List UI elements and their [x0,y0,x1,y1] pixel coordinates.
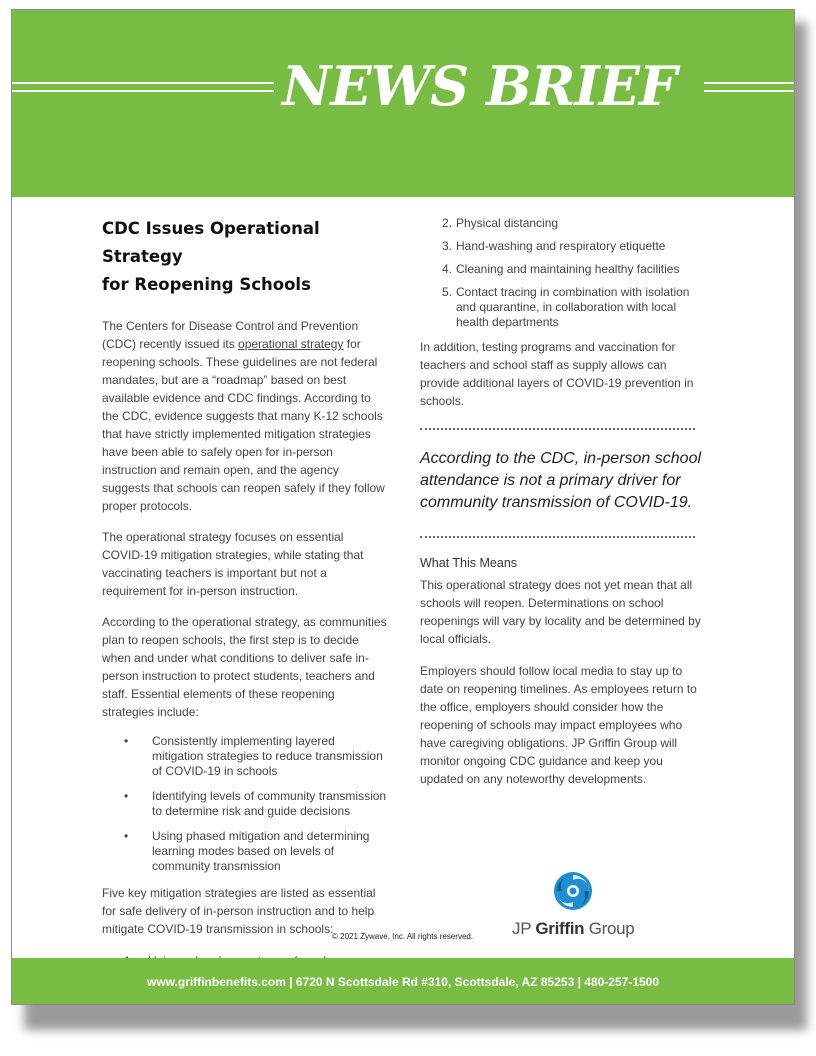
list-item: • Using phased mitigation and determining learning modes based on levels of community transmission [122,829,387,874]
list-item: 5. Contact tracing in combination with isolation and quarantine, in collaboration with local health departments [442,285,690,329]
list-item: • Identifying levels of community transmission to determine risk and guide decisions [122,789,387,819]
key-strategies-paragraph: Five key mitigation strategies are listed as essential for safe delivery of in-person instruction and to help mitigate COVID-19 transmission in schools: [102,886,376,936]
jp-griffin-logo [512,870,642,940]
testing-paragraph: In addition, testing programs and vaccination for teachers and school staff as supply allows can provide additional layers of COVID-19 prevention in schools. [420,340,694,408]
article-headline: CDC Issues Operational Strategy for Reopening Schools [102,219,320,294]
pull-quote: According to the CDC, in-person school attendance is not a primary driver for community transmission of COVID-19. [420,450,702,511]
left-column [102,215,387,969]
intro-paragraph: The Centers for Disease Control and Prevention (CDC) recently issued its operational strategy for reopening schools. These guidelines are not federal mandates, but are a “roadmap” based on best available evidence and CDC findings. According to the CDC, evidence suggests that many K-12 schools that have strictly implemented mitigation strategies have been able to safely open for in-person instruction and remain open, and the agency suggests that schools can reopen safely if they follow proper protocols. [102,319,385,513]
essential-elements-list [122,734,387,874]
contact-footer [12,958,794,1005]
dotted-divider [420,428,695,430]
list-item: 2. Physical distancing [442,216,559,230]
swirl-logo-icon [552,870,594,912]
document-page [11,9,795,1005]
strategy-focus-paragraph: The operational strategy focuses on essential COVID-19 mitigation strategies, while stating that vaccinating teachers is important but not a requirement for in-person instruction. [102,530,364,598]
reopening-steps-paragraph: According to the operational strategy, as communities plan to reopen schools, the first step is to decide when and under what conditions to deliver safe in-person instruction to protect students, teachers and staff. Essential elements of these reopening strategies include: [102,615,387,719]
strategies-list-part2 [420,216,702,330]
news-brief-banner [12,10,794,197]
logo-wordmark: JP Griffin Group [512,919,635,938]
footer-contact-text: www.griffinbenefits.com | 6720 N Scottsdale Rd #310, Scottsdale, AZ 85253 | 480-257-1500 [146,975,660,989]
section-subhead: What This Means [420,556,518,570]
list-item: 4. Cleaning and maintaining healthy facilities [442,262,680,276]
list-item: • Consistently implementing layered mitigation strategies to reduce transmission of COVID-19 in schools [122,734,387,779]
what-this-means-paragraph: This operational strategy does not yet mean that all schools will reopen. Determinations on school reopenings will vary by locality and be determined by local officials. [420,578,701,646]
dotted-divider [420,536,695,538]
banner-decor-lines-right [704,80,794,96]
right-column [420,216,702,802]
copyright-notice: © 2021 Zywave, Inc. All rights reserved. [332,932,474,941]
list-item: 3. Hand-washing and respiratory etiquette [442,239,666,253]
operational-strategy-link[interactable]: operational strategy [238,337,344,351]
banner-title: NEWS BRIEF [282,54,677,118]
employers-paragraph: Employers should follow local media to stay up to date on reopening timelines. As employees return to the office, employers should consider how the reopening of schools may impact employees who have caregiving obligations. JP Griffin Group will monitor ongoing CDC guidance and keep you updated on any noteworthy developments. [420,664,697,786]
banner-decor-lines-left [12,80,274,96]
